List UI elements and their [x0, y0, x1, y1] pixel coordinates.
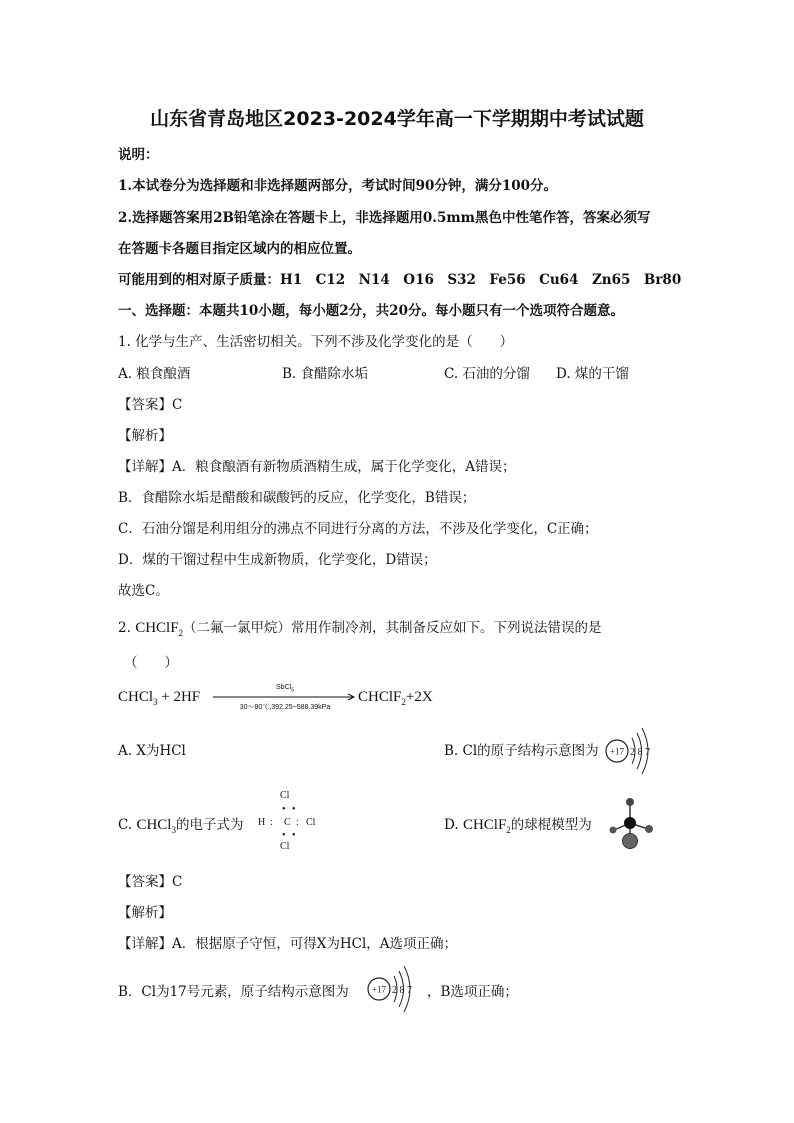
arrow-icon: [213, 693, 357, 701]
q1-option-b: B. 食醋除水垢: [282, 366, 369, 382]
svg-text:2 8 7: 2 8 7: [392, 985, 412, 996]
q1-detail-2: B．食醋除水垢是醋酸和碳酸钙的反应，化学变化，B错误；: [118, 490, 476, 506]
q2-analysis: 【解析】: [118, 905, 172, 921]
q2-option-d: D. CHClF$_2$的球棍模型为: [444, 817, 592, 835]
lewis-cl-bottom: Cl: [280, 841, 290, 852]
q2-paren: （ ）: [124, 655, 178, 671]
q2-option-c: C. CHCl$_3$的电子式为: [118, 817, 244, 835]
lewis-cl-top: Cl: [280, 790, 290, 801]
q1-conclusion: 故选C。: [118, 583, 169, 599]
q2-option-b: B. Cl的原子结构示意图为: [444, 743, 599, 759]
q1-stem: 1. 化学与生产、生活密切相关。下列不涉及化学变化的是（ ）: [118, 334, 514, 350]
intro-heading: 说明：: [118, 147, 159, 163]
section-heading: 一、选择题：本题共10小题，每小题2分，共20分。每小题只有一个选项符合题意。: [118, 303, 624, 319]
q2-detail-2: B．Cl为17号元素，原子结构示意图为: [118, 984, 349, 1000]
rule-2-line-2: 在答题卡各题目指定区域内的相应位置。: [118, 241, 361, 257]
lewis-h: H: [258, 817, 266, 828]
q1-detail-1: 【详解】A．粮食酿酒有新物质酒精生成，属于化学变化，A错误；: [118, 459, 516, 475]
q2-answer: 【答案】C: [118, 874, 183, 890]
q2-number: 2.: [118, 620, 131, 636]
lewis-cl-right: Cl: [306, 817, 316, 828]
lewis-dots-bottom: • •: [282, 830, 298, 841]
ball-and-stick-model-icon: [605, 796, 655, 852]
q2-stem: [118, 619, 602, 642]
q2-conditions: 30～80℃,392.25~588.39kPa: [239, 704, 331, 711]
q1-answer: 【答案】C: [118, 397, 183, 413]
q1-detail-4: D．煤的干馏过程中生成新物质，化学变化，D错误；: [118, 552, 437, 568]
rule-1: 1.本试卷分为选择题和非选择题两部分，考试时间90分钟，满分100分。: [118, 178, 558, 194]
chlorine-atom-diagram-icon: [603, 724, 663, 778]
rule-2-line-1: 2.选择题答案用2B铅笔涂在答题卡上，非选择题用0.5mm黑色中性笔作答，答案必须写: [118, 210, 651, 226]
q1-detail-3: C．石油分馏是利用组分的沸点不同进行分离的方法，不涉及化学变化，C正确；: [118, 521, 598, 537]
q1-option-d: D. 煤的干馏: [556, 366, 629, 382]
svg-text:+17: +17: [371, 984, 387, 995]
q2-detail-1: 【详解】A．根据原子守恒，可得X为HCl，A选项正确；: [118, 936, 458, 952]
lewis-dots-left: :: [270, 817, 273, 828]
q2-stem-text: （二氟一氯甲烷）常用作制冷剂，其制备反应如下。下列说法错误的是: [183, 620, 602, 636]
q2-option-a: A. X为HCl: [118, 743, 186, 759]
q1-option-c: C. 石油的分馏: [444, 366, 530, 382]
chlorine-atom-diagram-icon-2: [365, 962, 425, 1016]
lewis-c: C: [284, 817, 291, 828]
q2-equation-right: CHClF$_2$+2X: [358, 689, 433, 707]
q2-detail-2-tail: ，B选项正确；: [427, 984, 518, 1000]
atom-core-label: +17: [609, 746, 625, 757]
atomic-masses: 可能用到的相对原子质量：H1 C12 N14 O16 S32 Fe56 Cu64 Zn65 Br80: [118, 272, 682, 288]
q2-equation-left: CHCl$_3$ + 2HF: [118, 689, 201, 707]
q1-analysis: 【解析】: [118, 428, 172, 444]
lewis-dots-top: • •: [282, 804, 298, 815]
atom-shells-label: 2 8 7: [630, 747, 650, 758]
page-title: 山东省青岛地区2023-2024学年高一下学期期中考试试题: [150, 108, 644, 130]
lewis-structure: [256, 790, 322, 854]
q2-catalyst: SbCl$_5$: [276, 684, 294, 694]
lewis-dots-right: :: [296, 817, 299, 828]
q1-option-a: A. 粮食酿酒: [118, 366, 191, 382]
q2-reaction-arrow: [213, 684, 357, 712]
q2-formula: CHClF$_2$: [135, 620, 184, 638]
